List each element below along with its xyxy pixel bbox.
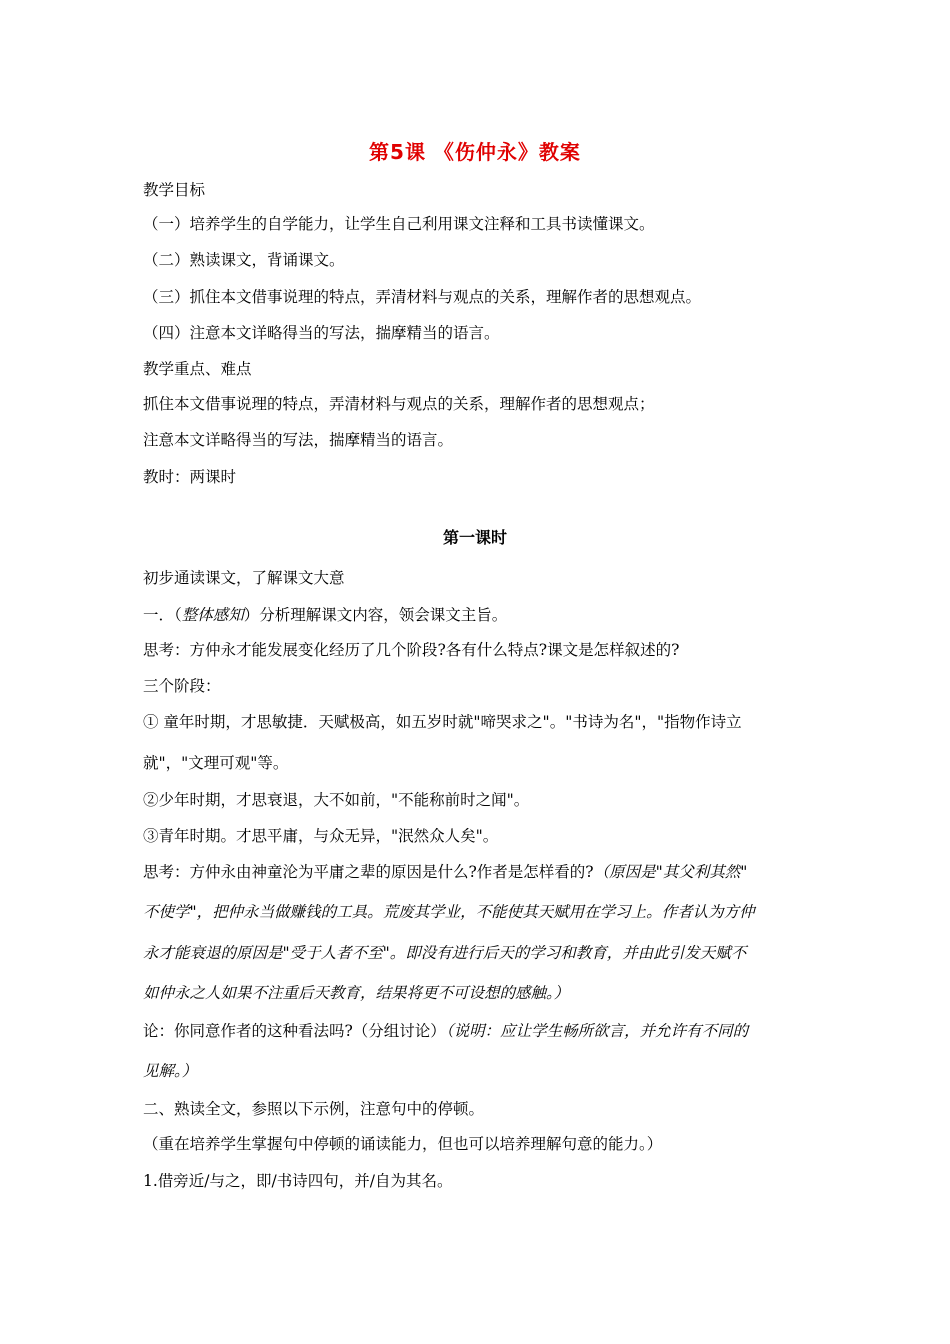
part1-prefix: 一．（	[143, 606, 182, 624]
stage-3: ③青年时期。才思平庸，与众无异，"泯然众人矣"。	[143, 827, 499, 845]
part2-line: 二、熟读全文，参照以下示例，注意句中的停顿。	[143, 1100, 485, 1118]
page-title: 第5课 《伤仲永》教案	[369, 140, 581, 164]
objective-item: （二）熟读课文，背诵课文。	[143, 251, 345, 269]
example-1: 1.借旁近/与之，即/书诗四句，并/自为其名。	[143, 1172, 453, 1190]
objectives-heading: 教学目标	[143, 181, 206, 199]
discussion-line	[143, 1019, 748, 1041]
stage-2: ②少年时期，才思衰退，大不如前，"不能称前时之闻"。	[143, 791, 530, 809]
stages-heading: 三个阶段：	[143, 677, 221, 695]
teaching-periods: 教时：两课时	[143, 468, 237, 486]
lesson1-heading: 第一课时	[442, 528, 507, 547]
question-2-answer: （原因是"其父利其然"	[593, 863, 748, 881]
discussion-text: 论：你同意作者的这种看法吗?（分组讨论）	[143, 1022, 446, 1040]
lesson1-intro: 初步通读课文，了解课文大意	[143, 569, 345, 587]
part2-note: （重在培养学生掌握句中停顿的诵读能力，但也可以培养理解句意的能力。）	[143, 1135, 663, 1153]
question-2-answer: 永才能衰退的原因是"受于人者不至"。即没有进行后天的学习和教育，并由此引发天赋不	[143, 944, 747, 962]
discussion-note: （说明：应让学生畅所欲言，并允许有不同的	[445, 1022, 749, 1040]
part1-italic: 整体感知	[181, 606, 244, 624]
stage-1-line-a: ① 童年时期，才思敏捷．天赋极高，如五岁时就"啼哭求之"。"书诗为名"，"指物作诗立	[143, 713, 742, 731]
question-2-answer: 如仲永之人如果不注重后天教育，结果将更不可设想的感触。）	[143, 984, 570, 1002]
question-2-answer: 不使学"，把仲永当做赚钱的工具。荒废其学业，不能使其天赋用在学习上。作者认为方仲	[143, 903, 755, 921]
objective-item: （一）培养学生的自学能力，让学生自己利用课文注释和工具书读懂课文。	[143, 215, 655, 233]
part1-line	[143, 603, 507, 625]
objective-item: （四）注意本文详略得当的写法，揣摩精当的语言。	[143, 324, 500, 342]
question-1: 思考：方仲永才能发展变化经历了几个阶段?各有什么特点?课文是怎样叙述的?	[143, 641, 680, 659]
discussion-note: 见解。）	[143, 1062, 198, 1080]
question-2-line	[143, 860, 747, 882]
focus-item: 抓住本文借事说理的特点，弄清材料与观点的关系，理解作者的思想观点；	[143, 395, 655, 413]
stage-1-line-b: 就"，"文理可观"等。	[143, 754, 289, 772]
question-2-text: 思考：方仲永由神童沦为平庸之辈的原因是什么?作者是怎样看的?	[143, 863, 594, 881]
objective-item: （三）抓住本文借事说理的特点，弄清材料与观点的关系，理解作者的思想观点。	[143, 288, 702, 306]
focus-item: 注意本文详略得当的写法，揣摩精当的语言。	[143, 431, 454, 449]
focus-heading: 教学重点、难点	[143, 360, 252, 378]
part1-suffix: ）分析理解课文内容，领会课文主旨。	[243, 606, 508, 624]
